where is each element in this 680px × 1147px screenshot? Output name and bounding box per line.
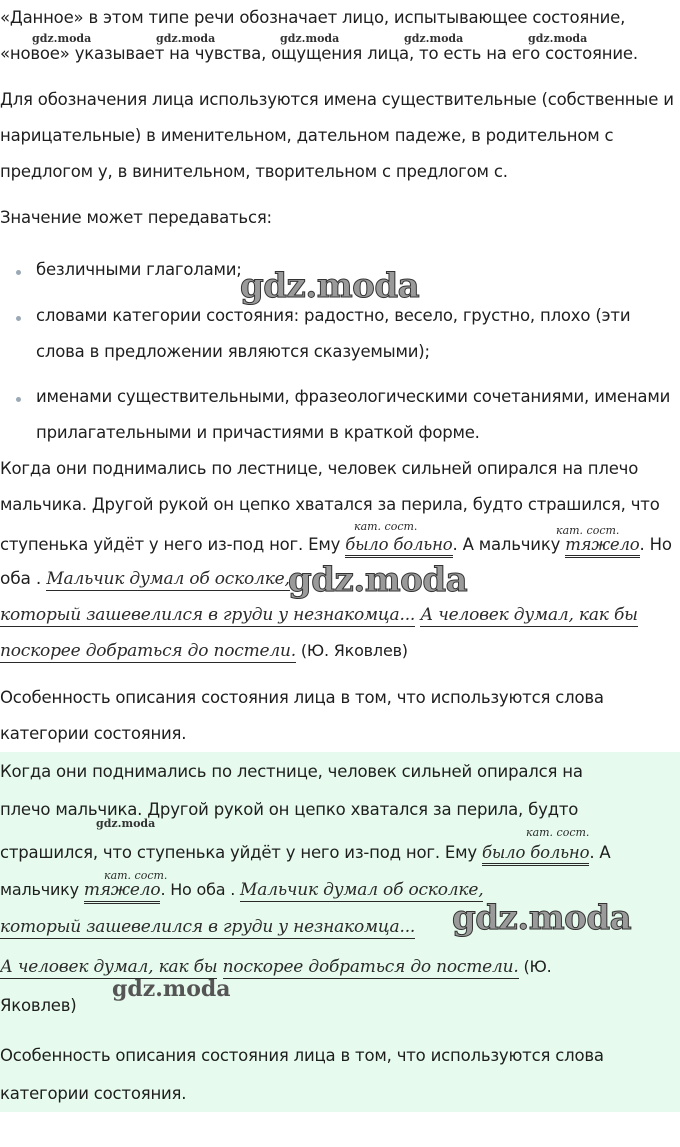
annotation-kat-sost: кат. сост. [104,869,168,882]
example1-line-6: поскорее добраться до постели. (Ю. Яковлев) [0,641,408,661]
annotation-kat-sost: кат. сост. [556,524,620,537]
bullet-dot [16,270,21,275]
handwritten-text: А человек думал, как бы [420,605,638,625]
example1-line-5 [0,605,638,625]
handwritten-predicate: было больно [482,843,589,866]
handwritten-text: который зашевелился в груди у незнакомца... [0,917,416,937]
handwritten-text: Мальчик думал об осколке, [240,880,484,900]
example2-line-1: Когда они поднимались по лестнице, человек сильней опирался на [0,762,583,781]
example1-line-3: ступенька уйдёт у него из-под ног. Ему было больно. А мальчику тяжело. Но [0,535,672,554]
para2-line-1: Для обозначения лица используются имена существительные (собственные и [0,90,674,109]
bullet-dot [16,316,21,321]
feature1-line-1: Особенность описания состояния лица в том, что используются слова [0,688,604,707]
watermark-large: gdz.moda [288,560,468,600]
watermark-small: gdz.moda [156,32,216,45]
example1-line-1: Когда они поднимались по лестнице, человек сильней опирался на плечо [0,459,639,478]
annotation-kat-sost: кат. сост. [526,826,590,839]
watermark-small: gdz.moda [280,32,340,45]
intro-line-1: «Данное» в этом типе речи обозначает лицо, испытывающее состояние, [0,8,626,27]
feature1-line-2: категории состояния. [0,724,187,743]
feature2-line-1: Особенность описания состояния лица в том, что используются слова [0,1046,604,1065]
watermark-large: gdz.moda [240,266,420,306]
bullet-2-line-1: словами категории состояния: радостно, весело, грустно, плохо (эти [36,306,631,325]
example2-line-6: А человек думал, как бы поскорее добраться до постели. (Ю. [0,957,552,977]
example2-line-2: плечо мальчика. Другой рукой он цепко хватался за перила, будто [0,800,579,819]
bullet-3-line-2: прилагательными и причастиями в краткой форме. [36,423,480,442]
handwritten-text: Мальчик думал об осколке, [46,569,290,589]
bullet-dot [16,397,21,402]
handwritten-text: поскорее добраться до постели. [0,641,296,661]
meaning-heading: Значение может передаваться: [0,208,272,227]
example2-line-5 [0,917,415,937]
bullet-1-text: безличными глаголами; [36,260,242,279]
bullet-2-line-2: слова в предложении являются сказуемыми); [36,342,430,361]
watermark-small: gdz.moda [96,817,156,830]
handwritten-text: А человек думал, как бы [0,957,218,977]
watermark-large: gdz.moda [452,898,632,938]
handwritten-text: который зашевелился в груди у незнакомца... [0,605,416,625]
example1-line-2: мальчика. Другой рукой он цепко хватался за перила, будто страшился, что [0,495,660,514]
example2-line-4: мальчику тяжело. Но оба . Мальчик думал об осколке, [0,880,483,900]
feature2-line-2: категории состояния. [0,1084,187,1103]
annotation-kat-sost: кат. сост. [354,520,418,533]
watermark-small: gdz.moda [32,32,92,45]
bullet-3-line-1: именами существительными, фразеологическими сочетаниями, именами [36,387,671,406]
handwritten-predicate: было больно [345,535,452,558]
example2-line-7: Яковлев) [0,996,77,1015]
para2-line-2: нарицательные) в именительном, дательном падеже, в родительном с [0,126,614,145]
para2-line-3: предлогом у, в винительном, творительном с предлогом с. [0,162,508,181]
handwritten-predicate: тяжело [84,880,161,904]
example2-line-3: страшился, что ступенька уйдёт у него из-под ног. Ему было больно. А [0,843,611,862]
handwritten-text: поскорее добраться до постели. [222,957,519,977]
handwritten-predicate: тяжело [565,535,639,558]
example1-line-4: оба . Мальчик думал об осколке, [0,569,290,589]
watermark-small: gdz.moda [528,32,588,45]
watermark-small: gdz.moda [404,32,464,45]
watermark-medium: gdz.moda [112,976,231,1002]
intro-line-2: «новое» указывает на чувства, ощущения лица, то есть на его состояние. [0,44,638,63]
